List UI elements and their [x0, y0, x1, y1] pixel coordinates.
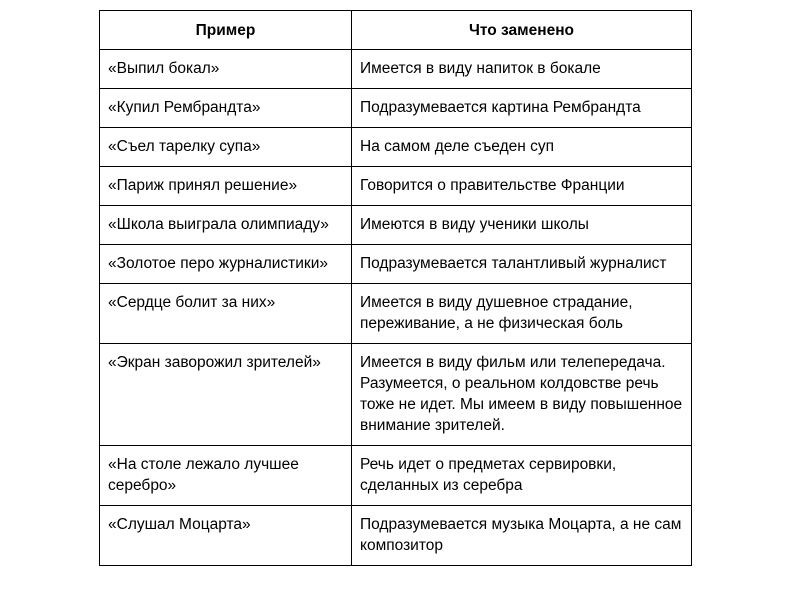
example-cell: «Золотое перо журналистики»: [100, 245, 352, 284]
example-cell: «На столе лежало лучшее серебро»: [100, 446, 352, 506]
example-cell: «Экран заворожил зрителей»: [100, 344, 352, 446]
metonymy-table: [99, 10, 692, 566]
replaced-cell: Подразумевается картина Рембрандта: [352, 89, 692, 128]
table-row: [100, 89, 692, 128]
replaced-cell: Имеется в виду душевное страдание, переживание, а не физическая боль: [352, 284, 692, 344]
example-cell: «Сердце болит за них»: [100, 284, 352, 344]
replaced-cell: Имеются в виду ученики школы: [352, 206, 692, 245]
example-cell: «Купил Рембрандта»: [100, 89, 352, 128]
example-cell: «Школа выиграла олимпиаду»: [100, 206, 352, 245]
replaced-cell: Подразумевается талантливый журналист: [352, 245, 692, 284]
table-row: [100, 344, 692, 446]
replaced-cell: Подразумевается музыка Моцарта, а не сам композитор: [352, 506, 692, 566]
replaced-cell: Говорится о правительстве Франции: [352, 167, 692, 206]
table-row: [100, 284, 692, 344]
table-row: [100, 128, 692, 167]
example-cell: «Выпил бокал»: [100, 50, 352, 89]
replaced-cell: На самом деле съеден суп: [352, 128, 692, 167]
header-example: Пример: [100, 11, 352, 50]
table-header-row: [100, 11, 692, 50]
example-cell: «Съел тарелку супа»: [100, 128, 352, 167]
table-row: [100, 506, 692, 566]
table-row: [100, 50, 692, 89]
table-row: [100, 206, 692, 245]
example-cell: «Слушал Моцарта»: [100, 506, 352, 566]
header-replaced: Что заменено: [352, 11, 692, 50]
example-cell: «Париж принял решение»: [100, 167, 352, 206]
table-row: [100, 446, 692, 506]
replaced-cell: Имеется в виду фильм или телепередача. Разумеется, о реальном колдовстве речь тоже не идет. Мы имеем в виду повышенное внимание зрителей.: [352, 344, 692, 446]
replaced-cell: Имеется в виду напиток в бокале: [352, 50, 692, 89]
table-row: [100, 245, 692, 284]
table-row: [100, 167, 692, 206]
replaced-cell: Речь идет о предметах сервировки, сделанных из серебра: [352, 446, 692, 506]
